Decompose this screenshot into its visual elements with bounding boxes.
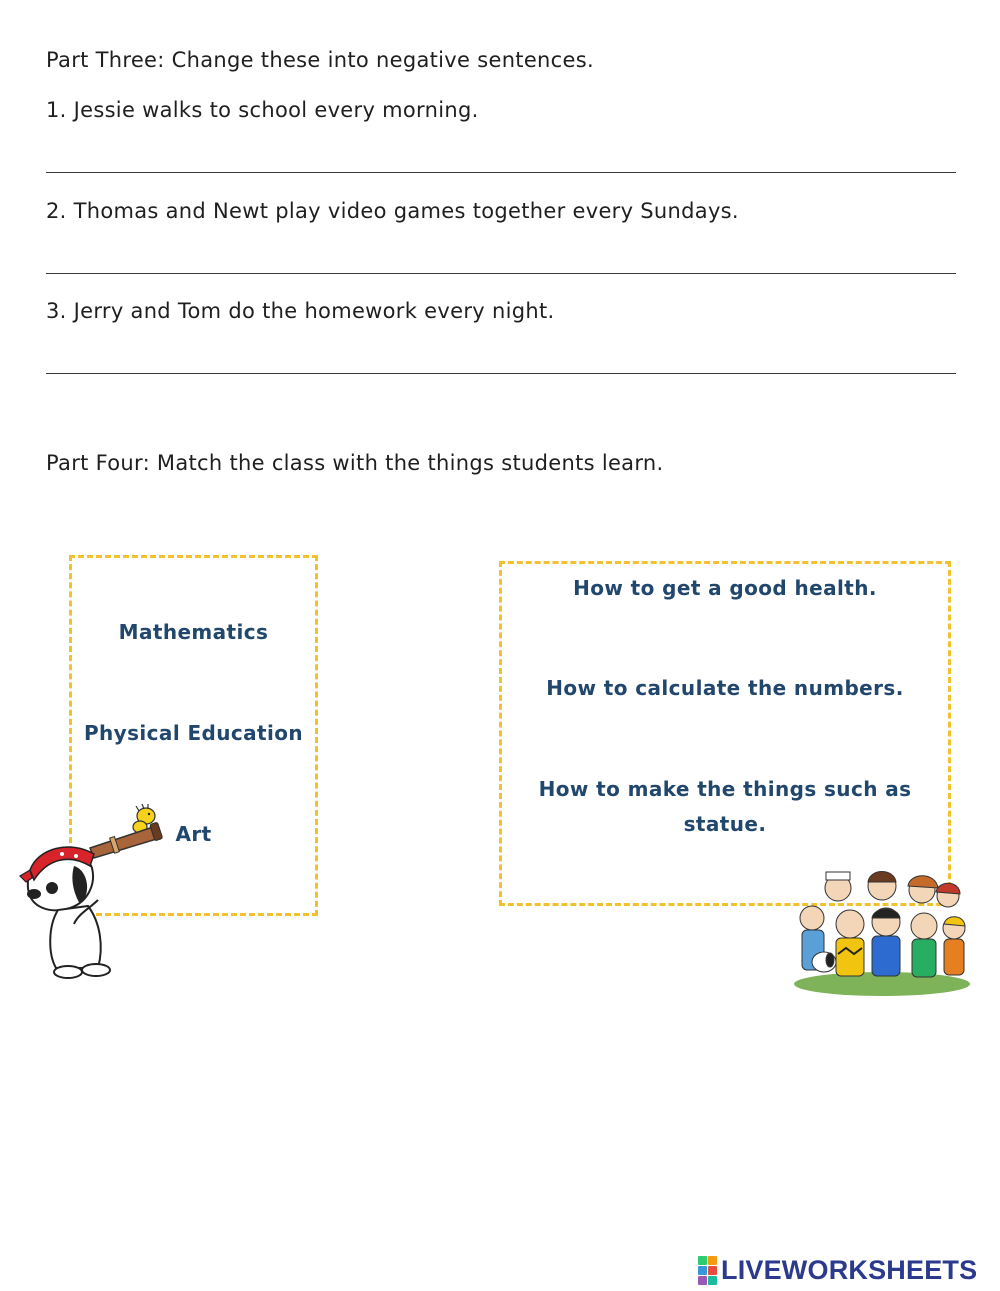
learning-box bbox=[499, 561, 951, 906]
question-1: 1. Jessie walks to school every morning. bbox=[46, 98, 479, 122]
question-3: 3. Jerry and Tom do the homework every night. bbox=[46, 299, 555, 323]
snoopy-pirate-illustration bbox=[18, 796, 163, 986]
class-mathematics[interactable]: Mathematics bbox=[118, 620, 269, 644]
liveworksheets-logo-icon bbox=[698, 1256, 717, 1285]
peanuts-gang-illustration bbox=[790, 866, 970, 998]
class-physical-education[interactable]: Physical Education bbox=[83, 721, 304, 745]
question-2: 2. Thomas and Newt play video games together every Sundays. bbox=[46, 199, 739, 223]
telescope bbox=[90, 822, 163, 858]
learning-numbers[interactable]: How to calculate the numbers. bbox=[546, 676, 904, 700]
snoopy-dog bbox=[20, 847, 110, 978]
learning-things-line1[interactable]: How to make the things such as bbox=[538, 777, 912, 801]
part-three-heading: Part Three: Change these into negative sentences. bbox=[46, 48, 594, 72]
brand-name: LIVEWORKSHEETS bbox=[721, 1255, 978, 1285]
learning-things-line2[interactable]: statue. bbox=[683, 812, 767, 836]
learning-health[interactable]: How to get a good health. bbox=[573, 576, 877, 600]
class-art[interactable]: Art bbox=[175, 822, 212, 846]
answer-line-3[interactable] bbox=[46, 373, 956, 374]
answer-line-2[interactable] bbox=[46, 273, 956, 274]
part-four-heading: Part Four: Match the class with the things students learn. bbox=[46, 451, 664, 475]
liveworksheets-logo bbox=[698, 1255, 977, 1285]
answer-line-1[interactable] bbox=[46, 172, 956, 173]
